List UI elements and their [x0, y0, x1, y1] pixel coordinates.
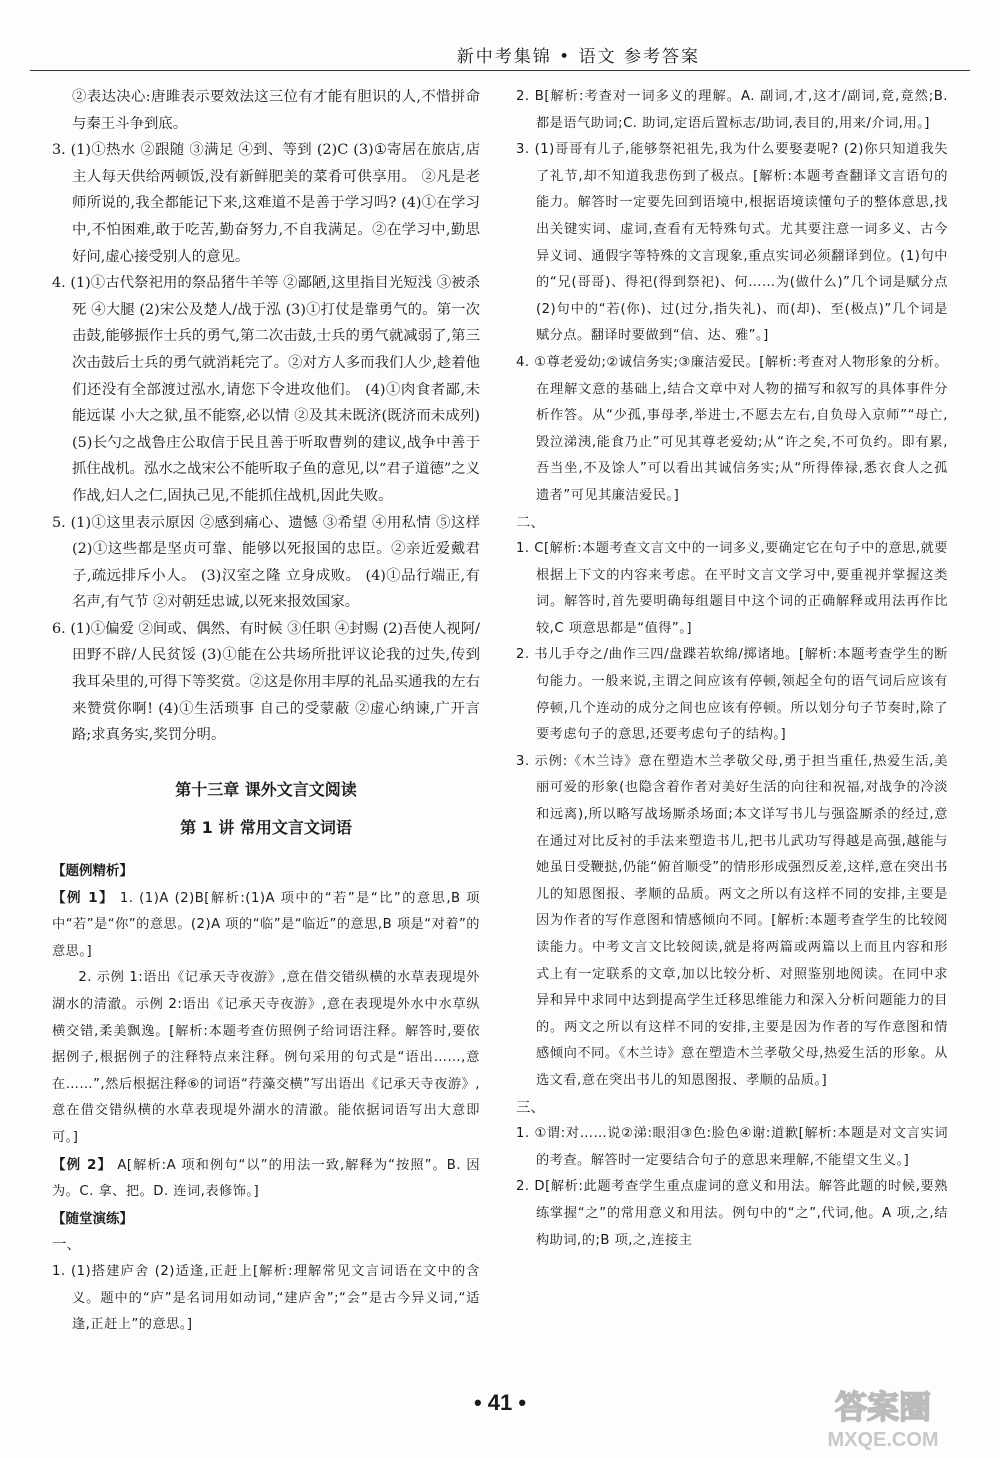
header-divider — [30, 70, 970, 71]
answer-q4: 4. (1)①古代祭祀用的祭品猪牛羊等 ②鄙陋,这里指目光短浅 ③被杀死 ④大腿 (2)宋公及楚人/战于泓 (3)①打仗是靠勇气的。第一次击鼓,能够振作士兵的勇气,第二次击鼓,士兵的勇气就减弱了,第三次击鼓后士兵的勇气就消耗完了。②对方人多而我们人少,趁着他们还没有全部渡过泓水,请您下令进攻他们。 (4)①肉食者鄙,未能远谋 小大之狱,虽不能察,必以情 ②及其未既济(既济而未成列) (5)长勺之战鲁庄公取信于民且善于听取曹刿的建议,战争中善于抓住战机。泓水之战宋公不能听取子鱼的意见,以“君子道德”之义作战,妇人之仁,固执己见,不能抓住战机,因此失败。 — [52, 275, 480, 504]
answer-t1: 1. ①谓:对……说②涕:眼泪③色:脸色④谢:道歉[解析:本题是对文言实词的考查。解答时一定要结合句子的意思来理解,不能望文生义。] — [516, 1126, 948, 1168]
watermark-text: 答案圈 — [834, 1388, 932, 1426]
part-label: 三、 — [516, 1099, 545, 1116]
example-1 — [52, 885, 480, 966]
example-tag: 【例 2】 — [52, 1156, 113, 1173]
left-column — [52, 84, 480, 1339]
answer-s1: 1. C[解析:本题考查文言文中的一词多义,要确定它在句子中的意思,就要根据上下文的内容来考虑。在平时文言文学习中,要重视并掌握这类词。解答时,首先要明确每组题目中这个词的正确解释或用法再作比较,C 项意思都是“值得”。] — [516, 541, 948, 636]
example-1b: 2. 示例 1:语出《记承天寺夜游》,意在借交错纵横的水草表现堤外湖水的清澈。示例 2:语出《记承天寺夜游》,意在表现堤外水中水草纵横交错,柔美飘逸。[解析:本题考查仿照例子给词语注释。解答时,要依据例子,根据例子的注释特点来注释。例句采用的句式是“语出……,意在……”,然后根据注释⑥的词语“荇藻交横”写出语出《记承天寺夜游》,意在借交错纵横的水草表现堤外湖水的清澈。能依据词语写出大意即可。] — [52, 970, 480, 1145]
page-number: • 41 • — [473, 1390, 527, 1415]
chapter-title: 第十三章 课外文言文阅读 — [175, 779, 357, 799]
answer-r3: 3. (1)哥哥有儿子,能够祭祀祖先,我为什么要娶妻呢? (2)你只知道我失了礼节,却不知道我悲伤到了极点。[解析:本题考查翻译文言语句的能力。解答时一定要先回到语境中,根据语境读懂句子的整体意思,找出关键实词、虚词,查看有无特殊句式。尤其要注意一词多义、古今异义词、通假字等特殊的文言现象,重点实词必须翻译到位。(1)句中的“兄(哥哥)、得祀(得到祭祀)、何……为(做什么)”几个词是赋分点 (2)句中的“若(你)、过(过分,指失礼)、而(却)、至(极点)”几个词是赋分点。翻译时要做到“信、达、雅”。] — [516, 142, 948, 344]
example-body: A[解析:A 项和例句“以”的用法一致,解释为“按照”。B. 因为。C. 拿、把。D. 连词,表修饰。] — [52, 1157, 481, 1200]
part-label: 一、 — [52, 1237, 81, 1254]
section-heading: 【随堂演练】 — [52, 1210, 133, 1227]
answer-q6: 6. (1)①偏爱 ②间或、偶然、有时候 ③任职 ④封赐 (2)吾使人视阿/田野不辟/人民贫馁 (3)①能在公共场所批评议论我的过失,传到我耳朵里的,可得下等奖赏。②这是你用丰厚的礼品买通我的左右来赞赏你啊! (4)①生活琐事 自己的受蒙蔽 ②虚心纳谏,广开言路;求真务实,奖罚分明。 — [52, 620, 480, 744]
answer-t2: 2. D[解析:此题考查学生重点虚词的意义和用法。解答此题的时候,要熟练掌握“之”的常用意义和用法。例句中的“之”,代词,他。A 项,之,结构助词,的;B 项,之,连接主 — [516, 1179, 948, 1248]
answer-s2: 2. 书儿手夺之/曲作三四/盘蹀若软绵/掷诸地。[解析:本题考查学生的断句能力。一般来说,主谓之间应该有停顿,领起全句的语气词后应该有停顿,几个连动的成分之间也应该有停顿。所以划分句子节奏时,除了要考虑句子的意思,还要考虑句子的结构。] — [516, 647, 948, 743]
section-heading: 【题例精析】 — [52, 863, 133, 880]
practice-1: 1. (1)搭建庐舍 (2)适逢,正赶上[解析:理解常见文言词语在文中的含义。题中的“庐”是名词用如动词,“建庐舍”;“会”是古今异义词,“适逢,正赶上”的意思。] — [52, 1263, 480, 1333]
watermark-logo — [788, 1378, 978, 1454]
lesson-title: 第 1 讲 常用文言文词语 — [180, 818, 352, 838]
answer-r2: 2. B[解析:考查对一词多义的理解。A. 副词,才,这才/副词,竟,竟然;B. 都是语气助词;C. 助词,定语后置标志/助词,表目的,用来/介词,用。] — [516, 89, 948, 131]
right-column — [516, 84, 948, 1254]
example-tag: 【例 1】 — [52, 889, 115, 906]
header-title: 新中考集锦 • 语文 参考答案 — [456, 47, 700, 67]
answer-q5: 5. (1)①这里表示原因 ②感到痛心、遗憾 ③希望 ④用私情 ⑤这样 (2)①这些都是坚贞可靠、能够以死报国的忠臣。②亲近爱戴君子,疏远排斥小人。 (3)汉室之隆 立身成败。 (4)①品行端正,有名声,有气节 ②对朝廷忠诚,以死来报效国家。 — [52, 514, 480, 611]
answer-q3: 3. (1)①热水 ②跟随 ③满足 ④到、等到 (2)C (3)①寄居在旅店,店主人每天供给两顿饭,没有新鲜肥美的菜肴可供享用。 ②凡是老师所说的,我全都能记下来,这难道不是善于学习吗? (4)①在学习中,不怕困难,敢于吃苦,勤奋努力,不自我满足。②在学习中,勤思好问,虚心接受别人的意见。 — [52, 142, 480, 265]
answer-s3: 3. 示例:《木兰诗》意在塑造木兰孝敬父母,勇于担当重任,热爱生活,美丽可爱的形象(也隐含着作者对美好生活的向往和祝福,对战争的冷淡和远离),所以略写战场厮杀场面;本文详写书儿与强盗厮杀的经过,意在通过对比反衬的手法来塑造书儿,把书儿武功写得越是高强,越能与她虽日受鞭挞,仍能“俯首顺受”的情形形成强烈反差,这样,意在突出书儿的知恩图报、孝顺的品质。两文之所以有这样不同的安排,主要是因为作者的写作意图和情感倾向不同。[解析:本题考查学生的比较阅读能力。中考文言文比较阅读,就是将两篇或两篇以上而且内容和形式上有一定联系的文章,加以比较分析、对照鉴别地阅读。在同中求异和异中求同中达到提高学生迁移思维能力和深入分析问题能力的目的。两文之所以有这样不同的安排,主要是因为作者的写作意图和情感倾向不同。《木兰诗》意在塑造木兰孝敬父母,热爱生活的形象。从选文看,意在突出书儿的知恩图报、孝顺的品质。] — [516, 753, 948, 1088]
example-2 — [52, 1152, 480, 1206]
example-body: 1. (1)A (2)B[解析:(1)A 项中的“若”是“比”的意思,B 项中“若”是“你”的意思。(2)A 项的“临”是“临近”的意思,B 项是“对着”的意思。] — [52, 890, 480, 959]
answer-paragraph: ②表达决心:唐雎表示要效法这三位有才能有胆识的人,不惜拼命与秦王斗争到底。 — [72, 89, 480, 132]
watermark-site: MXQE.COM — [827, 1429, 939, 1451]
page-header — [30, 0, 970, 72]
answer-r4: 4. ①尊老爱幼;②诚信务实;③廉洁爱民。[解析:考查对人物形象的分析。在理解文意的基础上,结合文章中对人物的描写和叙写的具体事件分析作答。从“少孤,事母孝,举进士,不愿去左右,自负母入京师”“母亡,毁泣涕洟,能食乃止”可见其尊老爱幼;从“许之矣,不可负约。即有累,吾当坐,不及馀人”可以看出其诚信务实;从“所得俸禄,悉衣食人之孤遗者”可见其廉洁爱民。] — [516, 354, 948, 503]
part-label: 二、 — [516, 514, 545, 531]
